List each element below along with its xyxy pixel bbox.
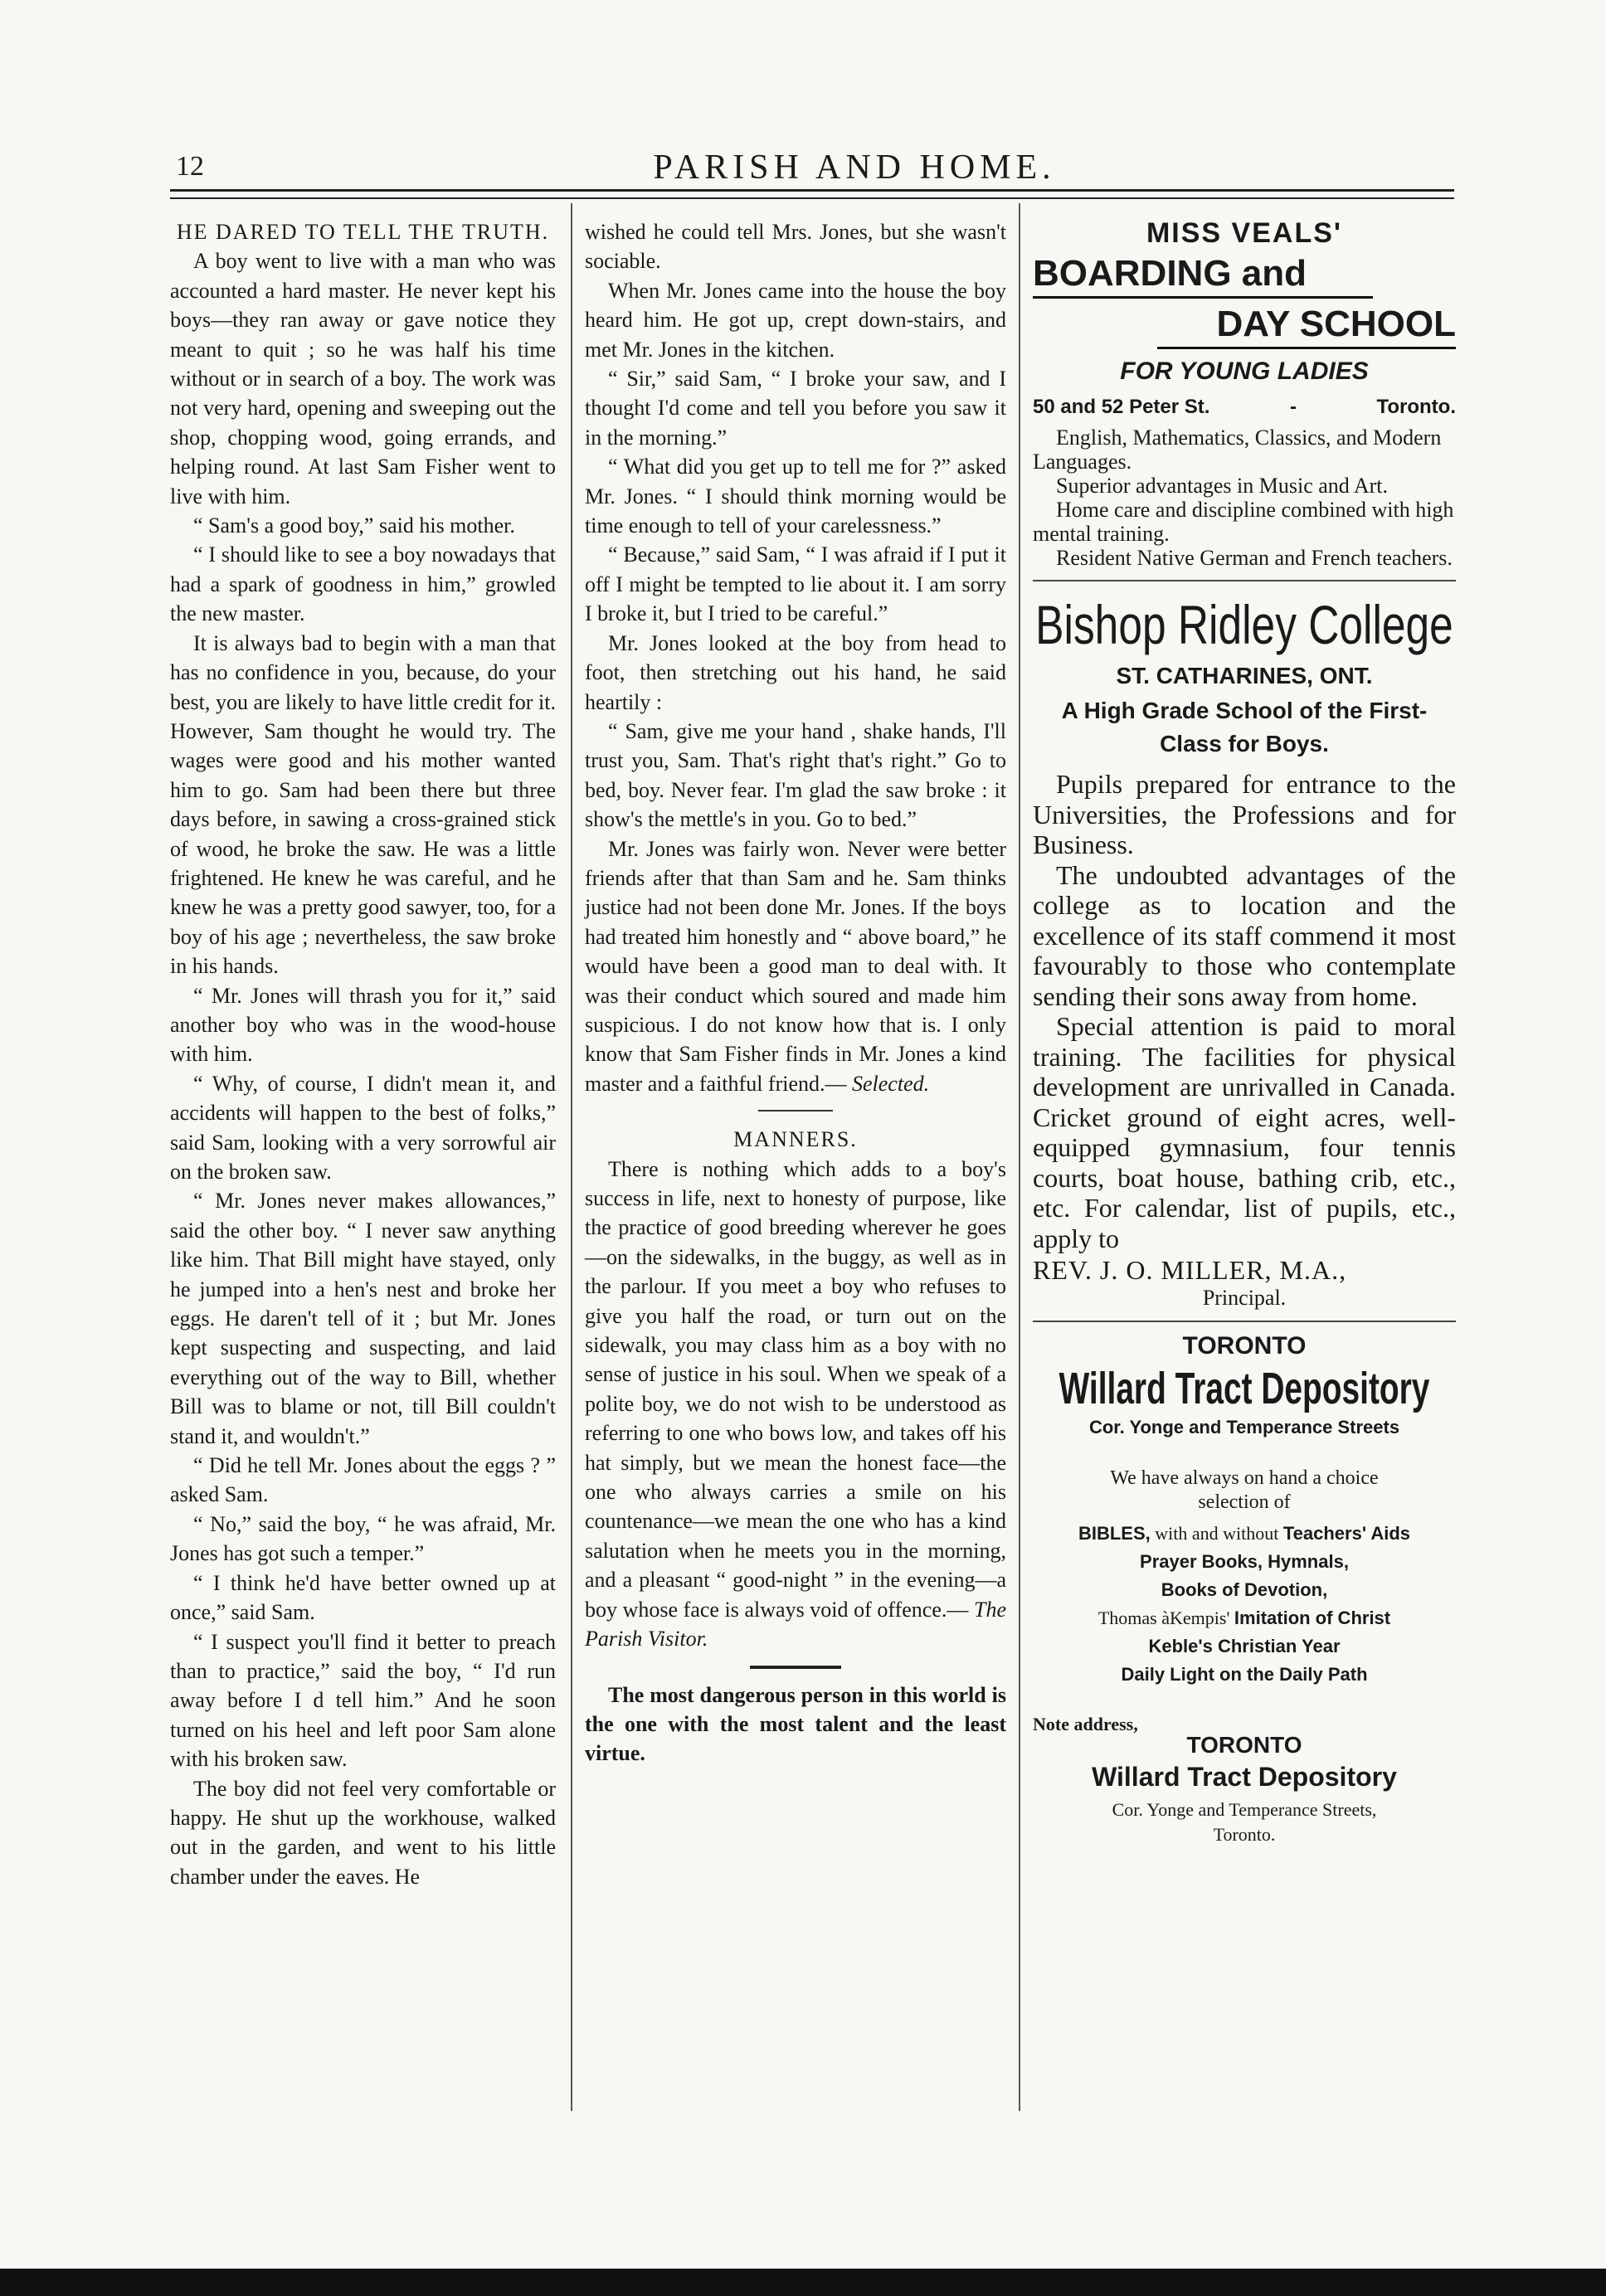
paragraph: “ I think he'd have better owned up at once,” said Sam. xyxy=(170,1570,556,1625)
paragraph: The boy did not feel very comfortable or happy. He shut up the workhouse, walked out in the garden, and went to his little chamber under the eaves. He xyxy=(170,1776,556,1889)
article-heading: HE DARED TO TELL THE TRUTH. xyxy=(176,220,550,244)
article-heading: MANNERS. xyxy=(733,1127,858,1152)
column-divider-left xyxy=(571,203,572,2111)
column-divider-right xyxy=(1019,203,1020,2111)
ad-tagline: A High Grade School of the First- xyxy=(1061,698,1428,723)
separator xyxy=(758,1110,833,1112)
paragraph: “ I should like to see a boy nowadays that had a spark of goodness in him,” growled the new master. xyxy=(170,542,556,626)
ad-note: Note address, xyxy=(1033,1714,1138,1734)
ad-title: Bishop Ridley College xyxy=(1035,594,1453,655)
ad-street: 50 and 52 Peter St. xyxy=(1033,396,1210,418)
ad-role: Principal. xyxy=(1202,1286,1287,1310)
column-2 xyxy=(585,217,1006,1768)
ad-willard xyxy=(1033,1332,1456,1846)
paragraph: “ Sam's a good boy,” said his mother. xyxy=(193,513,515,538)
separator xyxy=(750,1666,841,1669)
ad-bold-text: Imitation of Christ xyxy=(1234,1608,1391,1628)
ad-list-item: Keble's Christian Year xyxy=(1148,1636,1341,1656)
ad-underline xyxy=(1157,347,1456,349)
ad-name: Willard Tract Depository xyxy=(1092,1762,1397,1792)
ad-bishop-ridley xyxy=(1033,591,1456,1311)
paragraph-text: Mr. Jones was fairly won. Never were better friends after that than Sam and he. Sam thinks justice had not been done Mr. Jones. If the boys had treated him honestly and “ above board,” he would have been a good man to deal with. It was their conduct which soured and made him suspicious. I do not know how that is. I only know that Sam Fisher finds in Mr. Jones a kind master and a faithful friend.— xyxy=(585,836,1006,1096)
paragraph xyxy=(585,834,1006,1099)
paragraph: The most dangerous person in this world is the one with the most talent and the least virtue. xyxy=(585,1682,1006,1766)
ad-address xyxy=(1033,396,1456,419)
paragraph: “ I suspect you'll find it better to preach than to practice,” said the boy, “ I'd run away before I d tell him.” And he soon turned on his heel and left poor Sam alone with his broken saw. xyxy=(170,1629,556,1772)
ad-list-item: Daily Light on the Daily Path xyxy=(1121,1664,1368,1685)
ad-line-day-school: DAY SCHOOL xyxy=(1216,304,1456,344)
ad-paragraph: Special attention is paid to moral training. The facilities for physical development are unrivalled in Canada. Cricket ground of eight acres, well-equipped gymnasium, four tennis courts, boat house, bathing crib, etc., etc. For calendar, list of pupils, etc., apply to xyxy=(1033,1011,1456,1253)
paragraph: When Mr. Jones came into the house the boy heard him. He got up, crept down-stairs, and met Mr. Jones in the kitchen. xyxy=(585,278,1006,362)
ad-item: Home care and discipline combined with high mental training. xyxy=(1033,498,1454,546)
ad-city: TORONTO xyxy=(1186,1732,1302,1758)
paragraph: “ Mr. Jones never makes allowances,” said the other boy. “ I never saw anything like him. That Bill might have stayed, only he jumped into a hen's nest and broke her eggs. He daren't tell of it ; but Mr. Jones kept suspecting and suspecting, and laid everything out of the way to Bill, whether Bill was to blame or not, till Bill couldn't stand it, and wouldn't.” xyxy=(170,1189,556,1448)
ad-divider xyxy=(1033,1321,1456,1322)
paragraph xyxy=(585,1155,1006,1654)
ad-underline xyxy=(1033,296,1373,299)
ad-city: Toronto. xyxy=(1376,396,1456,418)
ad-text: Thomas àKempis' xyxy=(1097,1608,1230,1628)
ad-item: English, Mathematics, Classics, and Modern Languages. xyxy=(1033,426,1442,474)
ad-text: with and without xyxy=(1155,1523,1279,1544)
ad-bold-text: Teachers' Aids xyxy=(1282,1523,1411,1544)
paragraph: A boy went to live with a man who was accounted a hard master. He never kept his boys—they ran away or gave notice they meant to quit ; so he was half his time without or in search of a boy. The work was not very hard, opening and sweeping out the shop, chopping wood, going errands, and helping round. At last Sam Fisher went to live with him. xyxy=(170,249,556,508)
paragraph-text: There is nothing which adds to a boy's success in life, next to honesty of purpose, like the practice of good breeding wherever he goes—on the sidewalks, in the buggy, as well as in the parlour. If you meet a boy who refuses to give you half the road, or turn out on the sidewalk, you may class him as a boy with no sense of justice in his soul. When we speak of a polite boy, we do not wish to be understood as referring to one who bows low, and takes off his hat simply, but we mean the honest face—the one who always carries a smile on his countenance—we mean the one who has a kind salutation when he meets you in the morning, and a pleasant “ good-night ” in the evening—a boy whose face is always void of offence.— xyxy=(585,1156,1006,1622)
ad-item: Resident Native German and French teachers. xyxy=(1056,546,1453,570)
paragraph: It is always bad to begin with a man that has no confidence in you, because, do your best, you are likely to have little credit for it. However, Sam thought he would try. The wages were good and his mother wanted him to go. Sam had been there but three days before, in sawing a cross-grained stick of wood, he broke the saw. He was a little frightened. He knew he was careful, and he knew he was a pretty good sawyer, too, for a boy of his age ; nevertheless, the saw broke in his hands. xyxy=(170,630,556,979)
ad-signer: REV. J. O. MILLER, M.A., xyxy=(1033,1255,1347,1285)
ad-location: ST. CATHARINES, ONT. xyxy=(1116,663,1373,688)
paragraph: “ Mr. Jones will thrash you for it,” said another boy who was in the wood-house with him. xyxy=(170,983,556,1067)
ad-miss-veals xyxy=(1033,217,1456,570)
scan-edge xyxy=(0,2269,1606,2296)
paragraph: “ Did he tell Mr. Jones about the eggs ? ” asked Sam. xyxy=(170,1453,556,1507)
ad-paragraph: Pupils prepared for entrance to the Universities, the Professions and for Business. xyxy=(1033,769,1456,859)
page-title: PARISH AND HOME. xyxy=(653,148,1056,187)
ad-paragraph: The undoubted advantages of the college as to location and the excellence of its staff commend it most favourably to those who contemplate sending their sons away from home. xyxy=(1033,859,1456,1011)
ad-city: Toronto. xyxy=(1213,1824,1276,1845)
ad-subtitle: FOR YOUNG LADIES xyxy=(1120,358,1369,385)
paragraph: wished he could tell Mrs. Jones, but she wasn't sociable. xyxy=(585,220,1006,274)
paragraph: “ Why, of course, I didn't mean it, and accidents will happen to the best of folks,” said Sam, looking with a very sorrowful air on the broken saw. xyxy=(170,1071,556,1184)
signature: Selected. xyxy=(852,1071,930,1096)
signature: The Parish Visitor. xyxy=(585,1597,1007,1651)
ad-item: Superior advantages in Music and Art. xyxy=(1056,474,1389,498)
ad-divider xyxy=(1033,580,1456,581)
ad-list-item xyxy=(1033,1604,1456,1632)
paragraph: Mr. Jones looked at the boy from head to foot, then stretching out his hand, he said heartily : xyxy=(585,630,1006,714)
ad-title: Willard Tract Depository xyxy=(1058,1364,1430,1413)
ad-address: Cor. Yonge and Temperance Streets, xyxy=(1112,1799,1377,1820)
advertisements-column xyxy=(1033,217,1456,1846)
ad-name: MISS VEALS' xyxy=(1146,217,1342,249)
page-number: 12 xyxy=(176,151,204,182)
paragraph: “ No,” said the boy, “ he was afraid, Mr. Jones has got such a temper.” xyxy=(170,1511,556,1566)
paragraph: “ Sir,” said Sam, “ I broke your saw, and I thought I'd come and tell you before you saw it in the morning.” xyxy=(585,367,1006,450)
ad-address: Cor. Yonge and Temperance Streets xyxy=(1088,1417,1400,1437)
ad-list-item: Books of Devotion, xyxy=(1161,1579,1328,1600)
paragraph: “ Sam, give me your hand , shake hands, I'll trust you, Sam. That's right that's right.” Go to bed, boy. Never fear. I'm glad the saw broke : it show's the mettle's in you. Go to bed.” xyxy=(585,718,1006,832)
column-1 xyxy=(170,217,556,1891)
ad-list xyxy=(1033,1520,1456,1689)
header-rule xyxy=(170,189,1454,192)
ad-tagline: Class for Boys. xyxy=(1160,731,1329,756)
ad-dash: - xyxy=(1289,396,1297,418)
paragraph: “ Because,” said Sam, “ I was afraid if I put it off I might be tempted to lie about it. I am sorry I broke it, but I tried to be careful.” xyxy=(585,542,1006,626)
ad-bold-text: BIBLES, xyxy=(1078,1523,1151,1544)
header-rule-lower xyxy=(170,197,1454,199)
ad-city: TORONTO xyxy=(1182,1332,1307,1360)
ad-list-item xyxy=(1033,1520,1456,1548)
ad-list-item: Prayer Books, Hymnals, xyxy=(1140,1551,1349,1572)
ad-line-boarding: BOARDING and xyxy=(1033,253,1307,294)
paragraph: “ What did you get up to tell me for ?” asked Mr. Jones. “ I should think morning would be time enough to tell of your carelessness.” xyxy=(585,455,1006,538)
ad-intro: We have always on hand a choice selection of xyxy=(1110,1467,1379,1513)
